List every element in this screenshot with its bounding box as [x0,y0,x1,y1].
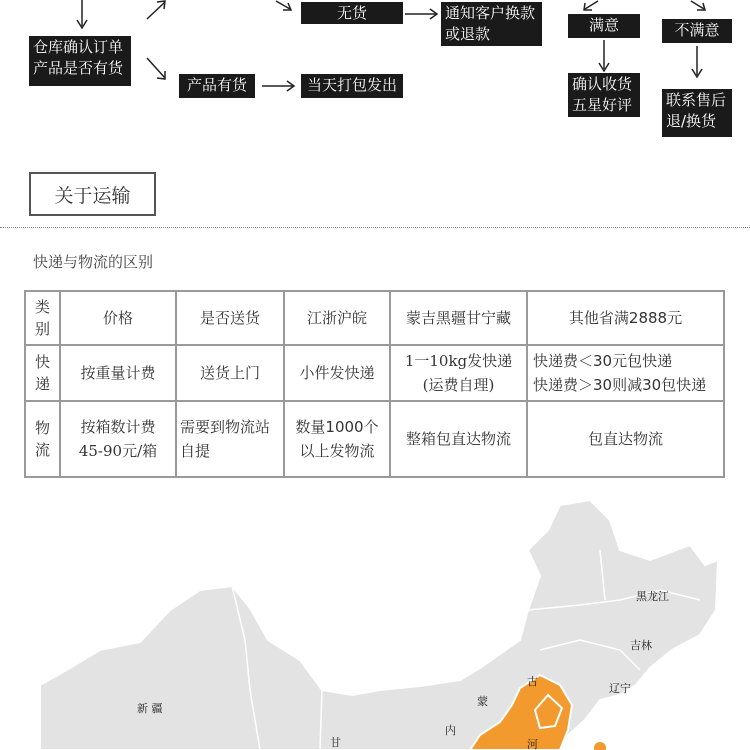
box-line: 产品是否有货 [33,59,124,77]
cell-char: 类 [34,298,50,316]
map-label: 河 [527,738,538,750]
map-label: 内 [445,724,456,737]
arrow-right-icon [405,8,439,20]
table-header-cell: 是否送货 [176,291,284,345]
notify-customer-box [441,2,542,46]
table-cell [284,401,390,477]
china-map [0,490,750,750]
arrow-down-icon [76,0,88,30]
box-line: 或退款 [445,25,491,43]
box-line: 确认收货 [572,75,633,93]
map-label: 吉林 [630,639,652,652]
dotted-divider [0,227,750,228]
table-header-cell: 价格 [60,291,176,345]
table-cell [25,401,60,477]
arrow-down-left-icon [582,0,600,12]
cell-char: 递 [34,375,50,393]
confirm-receipt-box [568,73,640,117]
box-line: 通知客户换款 [445,4,536,22]
cell-line: 快递费＜30元包快递 [533,352,673,370]
warehouse-confirm-box [29,36,131,86]
satisfied-label: 满意 [588,16,619,34]
arrow-down-icon [598,40,610,72]
unsatisfied-label: 不满意 [674,21,720,39]
in-stock-label: 产品有货 [186,76,247,94]
map-graphic [0,490,750,750]
cell-char: 物 [34,419,50,437]
cell-line: 自提 [180,442,211,460]
map-label: 蒙 [477,695,488,708]
box-line: 联系售后 [666,91,727,109]
box-line: 退/换货 [666,112,717,130]
cell-line: 1一10kg发快递 [404,352,513,370]
no-stock-box [301,2,403,24]
cell-line: 数量1000个 [295,418,379,436]
cell-char: 别 [34,320,50,338]
map-label: 古 [527,675,538,688]
box-line: 仓库确认订单 [33,38,124,56]
contact-service-box [662,89,732,137]
section-title-box [29,172,156,216]
unsatisfied-box [662,19,732,43]
cell-line: (运费自理) [422,376,495,394]
arrow-down-icon [691,46,703,78]
table-cell [176,401,284,477]
arrow-up-right-icon [146,0,168,20]
ship-same-day-label: 当天打包发出 [306,76,397,94]
cell-line: 45-90元/箱 [78,442,158,460]
satisfied-box [568,14,640,38]
table-header-cell: 其他省满2888元 [527,291,724,345]
table-cell: 包直达物流 [527,401,724,477]
in-stock-box [179,74,255,98]
cell-char: 流 [34,441,50,459]
cell-line: 快递费＞30则减30包快递 [533,376,707,394]
table-cell: 小件发快递 [284,345,390,401]
arrow-down-right-icon [690,0,708,12]
highlight-region [594,742,606,750]
map-label: 黑龙江 [636,590,669,603]
cell-char: 快 [34,353,50,371]
shipping-comparison-table [24,290,725,478]
ship-same-day-box [301,74,403,98]
map-label: 辽宁 [609,682,631,695]
arrow-down-right-icon [146,57,168,81]
box-line: 五星好评 [572,96,633,114]
map-label: 甘 [330,736,341,749]
table-header-row [25,291,724,345]
table-cell [60,401,176,477]
table-header-cell: 蒙吉黑疆甘宁藏 [390,291,527,345]
table-header-cell [25,291,60,345]
arrow-right-icon [262,80,296,92]
cell-line: 按箱数计费 [80,418,156,436]
section-subtitle: 快递与物流的区别 [33,253,154,271]
table-cell: 送货上门 [176,345,284,401]
cell-line: 需要到物流站 [180,418,271,436]
table-cell: 按重量计费 [60,345,176,401]
arrow-down-right-icon [275,0,293,12]
table-header-cell: 江浙沪皖 [284,291,390,345]
table-cell [527,345,724,401]
cell-line: 以上发物流 [299,442,375,460]
map-label: 新 疆 [137,702,163,715]
table-cell [390,345,527,401]
section-title: 关于运输 [54,184,131,207]
table-row [25,401,724,477]
table-cell: 整箱包直达物流 [390,401,527,477]
no-stock-label: 无货 [336,4,367,22]
table-cell [25,345,60,401]
table-row [25,345,724,401]
